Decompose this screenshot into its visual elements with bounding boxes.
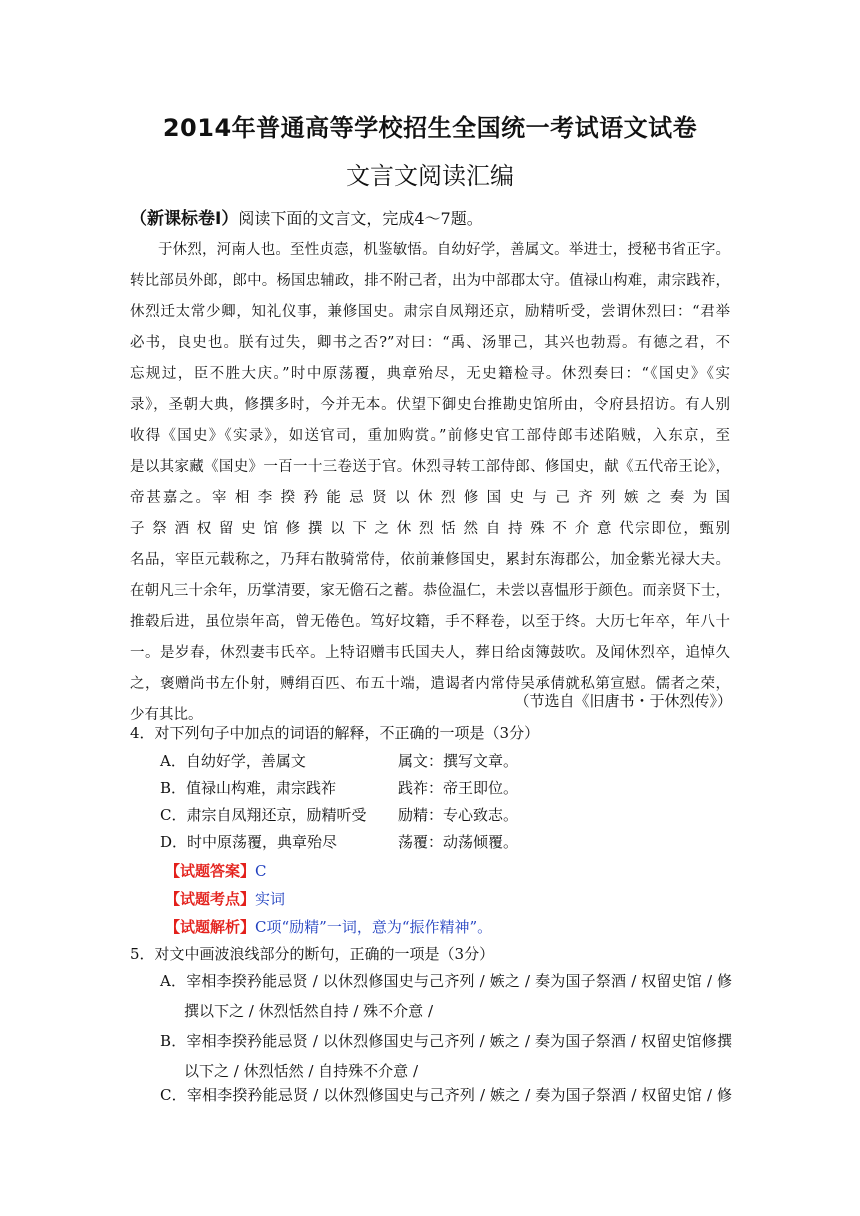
option-text: C．肃宗自凤翔还京，励精听受 xyxy=(160,806,367,824)
option-line: A．宰相李揆矜能忌贤 / 以休烈修国史与己齐列 / 嫉之 / 奏为国子祭酒 / 权留史馆 / 修 xyxy=(160,972,732,990)
option-line: B．宰相李揆矜能忌贤 / 以休烈修国史与己齐列 / 嫉之 / 奏为国子祭酒 / 权留史馆修撰 xyxy=(160,1032,732,1050)
passage-line: 之，褒赠尚书左仆射，赙绢百匹、布五十端，遣谒者内常侍吴承倩就私第宣慰。儒者之荣， xyxy=(130,676,730,692)
option-explanation: 属文：撰写文章。 xyxy=(398,752,519,770)
analysis-label: 【试题解析】 xyxy=(165,918,256,936)
analysis-block xyxy=(165,916,492,937)
option-line: 以下之 / 休烈恬然 / 自持殊不介意 / xyxy=(184,1062,419,1080)
question-5-stem: 5．对文中画波浪线部分的断句，正确的一项是（3分） xyxy=(130,945,495,963)
question-4-option-b xyxy=(160,777,519,798)
exam-tag: （新课标卷Ⅰ） xyxy=(130,209,239,229)
option-explanation: 励精：专心致志。 xyxy=(398,806,519,824)
instruction-text: 阅读下面的文言文，完成4～7题。 xyxy=(238,209,483,228)
reading-instruction xyxy=(130,204,483,229)
question-4-option-a xyxy=(160,750,519,771)
passage-line: 必书，良史也。朕有过失，卿书之否?”对曰：“禹、汤罪己，其兴也勃焉。有德之君，不 xyxy=(130,335,730,351)
question-5-option-c xyxy=(160,1080,732,1110)
question-4-option-d xyxy=(160,831,519,852)
answer-block xyxy=(165,860,267,881)
question-4-option-c xyxy=(160,804,519,825)
passage-line: 转比部员外郎，郎中。杨国忠辅政，排不附己者，出为中部郡太守。值禄山构难，肃宗践祚， xyxy=(130,273,730,289)
passage-line: 在朝凡三十余年，历掌清要，家无儋石之蓄。恭俭温仁，未尝以喜愠形于颜色。而亲贤下士， xyxy=(130,583,730,599)
passage-line: 少有其比。 xyxy=(130,707,203,723)
passage-line: 帝甚嘉之。宰 相 李 揆 矜 能 忌 贤 以 休 烈 修 国 史 与 己 齐 列 嫉 之 奏 为 国 xyxy=(130,490,730,506)
passage-line: 忘规过，臣不胜大庆。”时中原荡覆，典章殆尽，无史籍检寻。休烈奏曰：“《国史》《实 xyxy=(130,366,730,382)
passage-line: 于休烈，河南人也。至性贞悫，机鉴敏悟。自幼好学，善属文。举进士，授秘书省正字。 xyxy=(158,242,730,258)
analysis-value: C项“励精”一词，意为“振作精神”。 xyxy=(255,918,493,936)
passage-line: 子 祭 酒 权 留 史 馆 修 撰 以 下 之 休 烈 恬 然 自 持 殊 不 介 意 代宗即位，甄别 xyxy=(130,521,730,537)
option-explanation: 践祚：帝王即位。 xyxy=(398,779,519,797)
classical-passage xyxy=(130,235,730,731)
point-label: 【试题考点】 xyxy=(165,890,256,908)
option-line: 撰以下之 / 休烈恬然自持 / 殊不介意 / xyxy=(184,1002,434,1020)
option-explanation: 荡覆：动荡倾覆。 xyxy=(398,833,519,851)
point-value: 实词 xyxy=(255,890,286,908)
page-title: 2014年普通高等学校招生全国统一考试语文试卷 xyxy=(162,114,698,142)
option-text: A．自幼好学，善属文 xyxy=(160,752,306,770)
passage-line: 名品，宰臣元载称之，乃拜右散骑常侍，依前兼修国史，累封东海郡公，加金紫光禄大夫。 xyxy=(130,552,730,568)
passage-source: （节选自《旧唐书・于休烈传》） xyxy=(514,692,732,710)
option-line: C．宰相李揆矜能忌贤 / 以休烈修国史与己齐列 / 嫉之 / 奏为国子祭酒 / 权留史馆 / 修 xyxy=(160,1086,732,1104)
point-block xyxy=(165,888,285,909)
page-subtitle: 文言文阅读汇编 xyxy=(346,162,514,190)
passage-line: 是以其家藏《国史》一百一十三卷送于官。休烈寻转工部侍郎、修国史，献《五代帝王论》， xyxy=(130,459,730,475)
passage-line: 录》，圣朝大典，修撰多时，今并无本。伏望下御史台推勘史馆所由，令府县招访。有人别 xyxy=(130,397,730,413)
passage-line: 推毂后进，虽位崇年高，曾无倦色。笃好坟籍，手不释卷，以至于终。大历七年卒，年八十 xyxy=(130,614,730,630)
passage-line: 休烈迁太常少卿，知礼仪事，兼修国史。肃宗自凤翔还京，励精听受，尝谓休烈曰：“君举 xyxy=(130,304,730,320)
question-4-stem: 4．对下列句子中加点的词语的解释，不正确的一项是（3分） xyxy=(130,724,540,742)
passage-line: 收得《国史》《实录》，如送官司，重加购赏。”前修史官工部侍郎韦述陷贼，入东京，至 xyxy=(130,428,730,444)
question-5-option-b xyxy=(160,1026,732,1086)
option-text: D．时中原荡覆，典章殆尽 xyxy=(160,833,338,851)
option-text: B．值禄山构难，肃宗践祚 xyxy=(160,779,337,797)
question-5-option-a xyxy=(160,966,732,1026)
answer-value: C xyxy=(255,862,267,880)
answer-label: 【试题答案】 xyxy=(165,862,256,880)
passage-line: 一。是岁春，休烈妻韦氏卒。上特诏赠韦氏国夫人，葬日给卤簿鼓吹。及闻休烈卒，追悼久 xyxy=(130,645,730,661)
